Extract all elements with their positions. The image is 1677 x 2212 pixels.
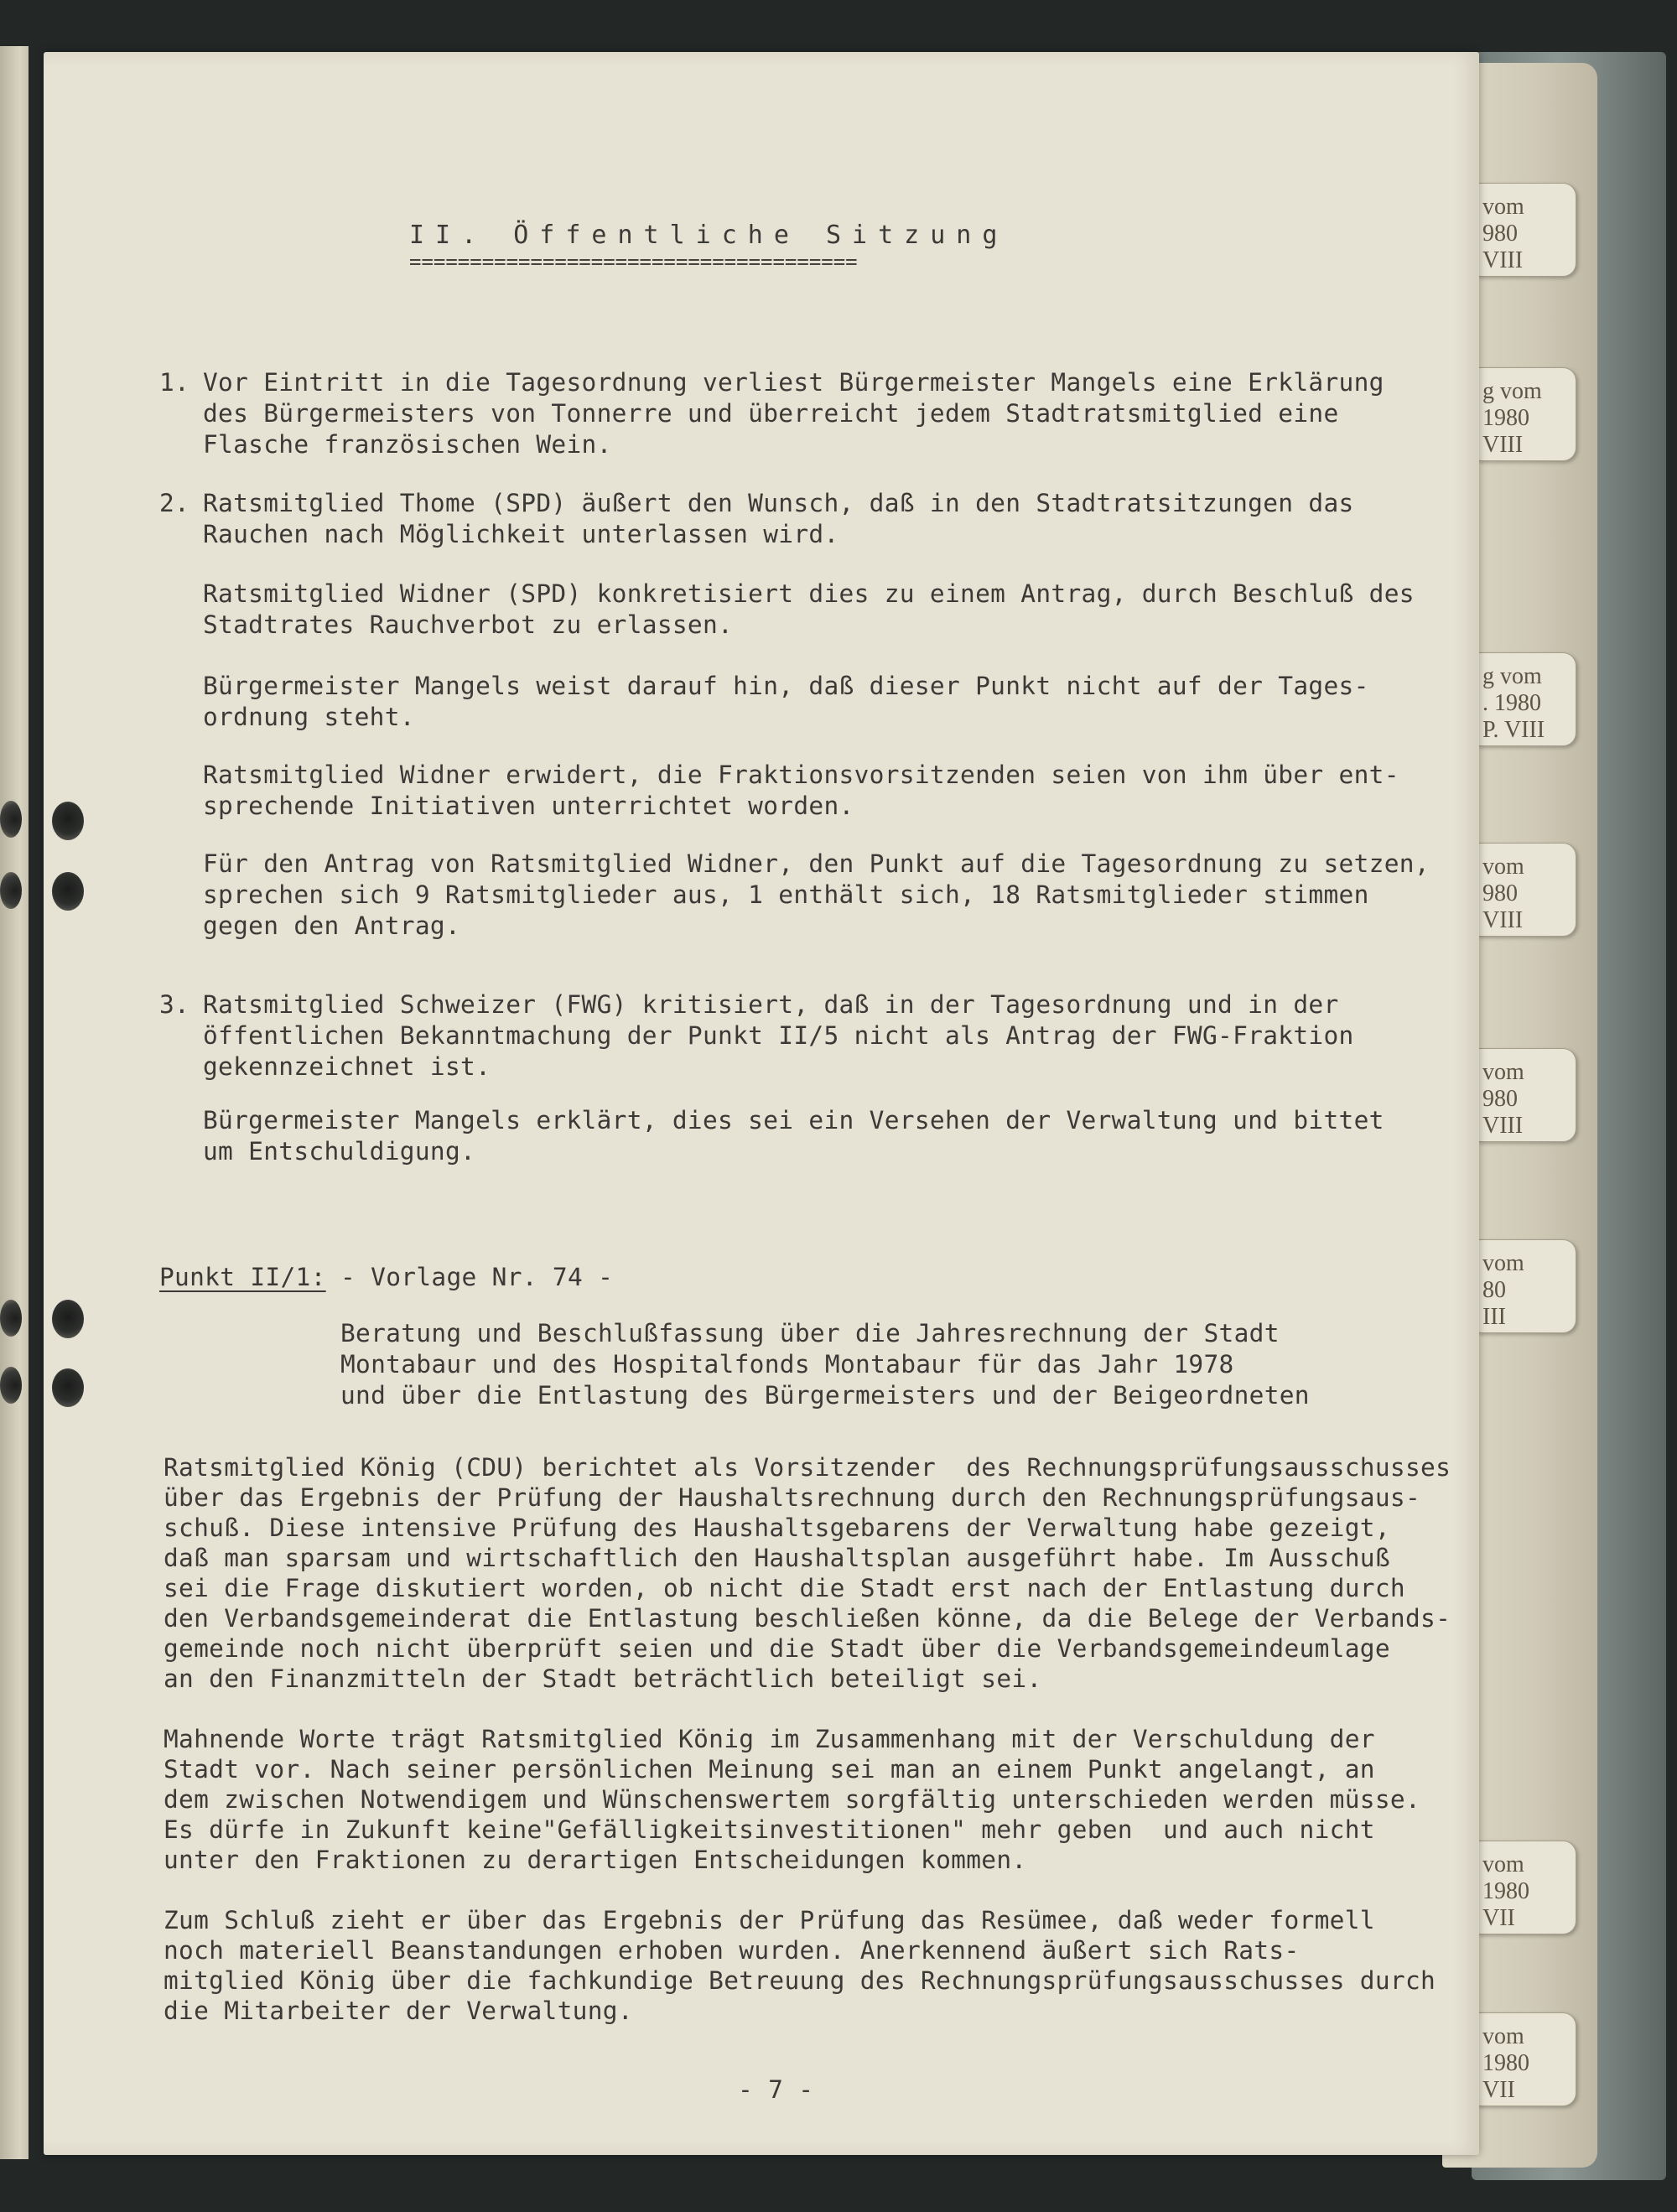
item-line: öffentlichen Bekanntmachung der Punkt II/5 nicht als Antrag der FWG-Fraktion xyxy=(203,1021,1354,1050)
body-line: daß man sparsam und wirtschaftlich den Haushaltsplan ausgeführt habe. Im Ausschuß xyxy=(164,1544,1390,1572)
agenda-point-subject: und über die Entlastung des Bürgermeisters und der Beigeordneten xyxy=(340,1381,1310,1410)
agenda-point-subject: Montabaur und des Hospitalfonds Montabaur für das Jahr 1978 xyxy=(340,1350,1234,1379)
section-heading: II. Öffentliche Sitzung xyxy=(409,221,1009,250)
item-line: um Entschuldigung. xyxy=(203,1137,476,1166)
index-tab: vom 980 VIII xyxy=(1477,843,1576,937)
item-number: 1. xyxy=(159,368,190,397)
item-line: Stadtrates Rauchverbot zu erlassen. xyxy=(203,610,734,639)
index-tab: vom 80 III xyxy=(1477,1239,1576,1333)
item-line: Ratsmitglied Schweizer (FWG) kritisiert, daß in der Tagesordnung und in der xyxy=(203,990,1339,1019)
item-line: Flasche französischen Wein. xyxy=(203,430,612,459)
body-line: Mahnende Worte trägt Ratsmitglied König im Zusammenhang mit der Verschuldung der xyxy=(164,1725,1375,1753)
item-line: Ratsmitglied Widner erwidert, die Fraktionsvorsitzenden seien von ihm über ent- xyxy=(203,761,1399,789)
index-tab: vom 1980 VII xyxy=(1477,2012,1576,2106)
body-line: die Mitarbeiter der Verwaltung. xyxy=(164,1997,633,2025)
item-line: sprechende Initiativen unterrichtet worden. xyxy=(203,792,854,820)
agenda-point-subject: Beratung und Beschlußfassung über die Jahresrechnung der Stadt xyxy=(340,1319,1280,1347)
body-line: gemeinde noch nicht überprüft seien und die Stadt über die Verbandsgemeindeumlage xyxy=(164,1634,1390,1663)
item-line: Vor Eintritt in die Tagesordnung verliest Bürgermeister Mangels eine Erklärung xyxy=(203,368,1384,397)
page-number: - 7 - xyxy=(738,2075,814,2104)
item-line: Bürgermeister Mangels weist darauf hin, daß dieser Punkt nicht auf der Tages- xyxy=(203,672,1369,700)
punch-hole xyxy=(52,1300,84,1338)
punch-hole xyxy=(0,872,22,909)
punch-hole xyxy=(0,801,22,838)
body-line: dem zwischen Notwendigem und Wünschenswertem sorgfältig unterschieden werden müsse. xyxy=(164,1785,1421,1814)
agenda-point-label: Punkt II/1: xyxy=(159,1263,326,1291)
item-line: Ratsmitglied Widner (SPD) konkretisiert dies zu einem Antrag, durch Beschluß des xyxy=(203,579,1415,608)
item-line: gegen den Antrag. xyxy=(203,911,461,940)
body-line: den Verbandsgemeinderat die Entlastung beschließen könne, da die Belege der Verbands- xyxy=(164,1604,1451,1633)
punch-hole xyxy=(52,1368,84,1407)
body-line: an den Finanzmitteln der Stadt beträchtlich beteiligt sei. xyxy=(164,1664,1042,1693)
item-line: des Bürgermeisters von Tonnerre und überreicht jedem Stadtratsmitglied eine xyxy=(203,399,1339,428)
index-tab: vom 980 VIII xyxy=(1477,1048,1576,1142)
item-line: sprechen sich 9 Ratsmitglieder aus, 1 enthält sich, 18 Ratsmitglieder stimmen xyxy=(203,880,1369,909)
index-tab: g vom . 1980 P. VIII xyxy=(1477,652,1576,746)
item-number: 3. xyxy=(159,990,190,1019)
item-line: Rauchen nach Möglichkeit unterlassen wird. xyxy=(203,520,839,548)
punch-hole xyxy=(0,1367,22,1404)
index-tab: vom 1980 VII xyxy=(1477,1841,1576,1934)
body-line: mitglied König über die fachkundige Betreuung des Rechnungsprüfungsausschusses durch xyxy=(164,1966,1436,1995)
punch-hole xyxy=(52,802,84,840)
body-line: Es dürfe in Zukunft keine"Gefälligkeitsinvestitionen" mehr geben und auch nicht xyxy=(164,1815,1375,1844)
punch-hole xyxy=(52,872,84,911)
punch-hole xyxy=(0,1300,22,1337)
body-line: Zum Schluß zieht er über das Ergebnis der Prüfung das Resümee, daß weder formell xyxy=(164,1906,1375,1934)
index-tab: g vom 1980 VIII xyxy=(1477,367,1576,461)
index-tab: vom 980 VIII xyxy=(1477,183,1576,277)
item-line: Ratsmitglied Thome (SPD) äußert den Wunsch, daß in den Stadtratsitzungen das xyxy=(203,489,1354,517)
item-line: Bürgermeister Mangels erklärt, dies sei ein Versehen der Verwaltung und bittet xyxy=(203,1106,1384,1135)
body-line: unter den Fraktionen zu derartigen Entscheidungen kommen. xyxy=(164,1846,1027,1874)
body-line: Ratsmitglied König (CDU) berichtet als Vorsitzender des Rechnungsprüfungsausschusses xyxy=(164,1453,1451,1482)
item-line: ordnung steht. xyxy=(203,703,415,731)
item-number: 2. xyxy=(159,489,190,517)
body-line: über das Ergebnis der Prüfung der Haushaltsrechnung durch den Rechnungsprüfungsaus- xyxy=(164,1483,1421,1512)
previous-page-edge xyxy=(0,46,29,2159)
item-line: Für den Antrag von Ratsmitglied Widner, den Punkt auf die Tagesordnung zu setzen, xyxy=(203,849,1430,878)
body-line: schuß. Diese intensive Prüfung des Haushaltsgebarens der Verwaltung habe gezeigt, xyxy=(164,1514,1390,1542)
item-line: gekennzeichnet ist. xyxy=(203,1052,491,1081)
body-line: sei die Frage diskutiert worden, ob nicht die Stadt erst nach der Entlastung durch xyxy=(164,1574,1405,1602)
section-heading-rule: ===================================== xyxy=(409,250,858,273)
agenda-point-vorlage: - Vorlage Nr. 74 - xyxy=(325,1263,614,1291)
body-line: Stadt vor. Nach seiner persönlichen Meinung sei man an einem Punkt angelangt, an xyxy=(164,1755,1375,1784)
body-line: noch materiell Beanstandungen erhoben wurden. Anerkennend äußert sich Rats- xyxy=(164,1936,1300,1965)
